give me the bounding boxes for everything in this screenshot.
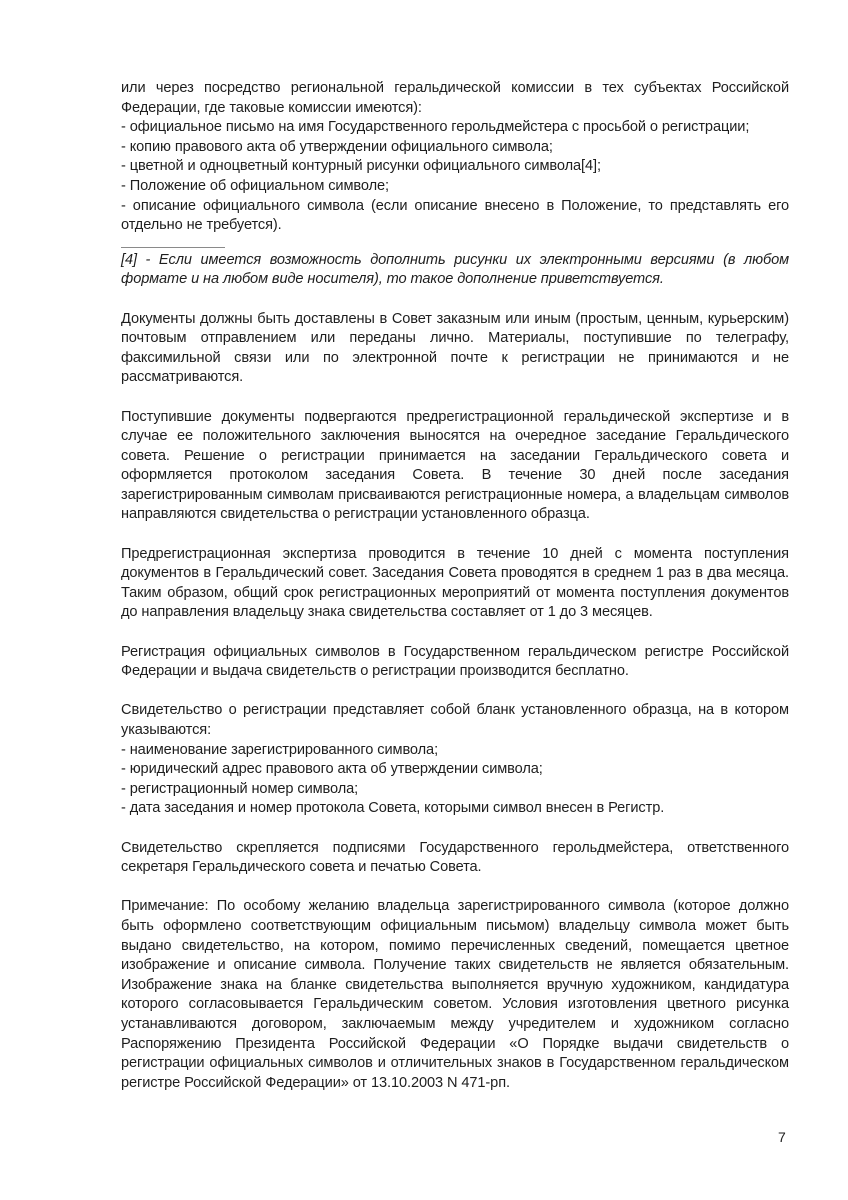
paragraph-delivery: Документы должны быть доставлены в Совет заказным или иным (простым, ценным, курьерским) почтовым отправлением или переданы лично. Материалы, поступившие по телеграфу, факсимильной связи или по электронной почте к регистрации не принимаются и не рассматриваются.: [121, 310, 789, 386]
list-item: - описание официального символа (если описание внесено в Положение, то представлять его отдельно не требуется).: [121, 197, 789, 234]
paragraph-timeline: Предрегистрационная экспертиза проводится в течение 10 дней с момента поступления документов в Геральдический совет. Заседания Совета проводятся в среднем 1 раз в два месяца. Таким образом, общий срок регистрационных мероприятий от момента поступления документов до направления владельцу знака свидетельства составляет от 1 до 3 месяцев.: [121, 545, 789, 621]
signatures-paragraph: Свидетельство скрепляется подписями Государственного герольдмейстера, ответственного секретаря Геральдического совета и печатью Совета.: [121, 839, 789, 876]
list-item: - официальное письмо на имя Государственного герольдмейстера с просьбой о регистрации;: [121, 119, 750, 136]
paragraph-free-registration: Регистрация официальных символов в Государственном геральдическом регистре Российской Федерации и выдача свидетельств о регистрации производится бесплатно.: [121, 643, 789, 680]
paragraph-expertise: Поступившие документы подвергаются предрегистрационной геральдической экспертизе и в случае ее положительного заключения выносятся на очередное заседание Геральдического совета. Решение о регистрации принимается на заседании Геральдического совета и оформляется протоколом заседания Совета. В течение 30 дней после заседания зарегистрированным символам присваиваются регистрационные номера, а владельцам символов направляются свидетельства о регистрации установленного образца.: [121, 408, 789, 523]
page-number: 7: [778, 1129, 786, 1145]
note-paragraph: Примечание: По особому желанию владельца зарегистрированного символа (которое должно быть оформлено соответствующим официальным письмом) владельцу символа может быть выдано свидетельство, на котором, помимо перечисленных сведений, помещается цветное изображение и описание символа. Получение таких свидетельств не является обязательным. Изображение знака на бланке свидетельства выполняется вручную художником, кандидатура которого согласовывается Геральдическим советом. Условия изготовления цветного рисунка устанавливаются договором, заключаемым между учредителем и художником согласно Распоряжению Президента Российской Федерации «О Порядке выдачи свидетельств о регистрации официальных символов и отличительных знаков в Государственном геральдическом регистре Российской Федерации» от 13.10.2003 N 471-рп.: [121, 898, 789, 1091]
footnote-separator: [121, 247, 225, 248]
list-item: - юридический адрес правового акта об утверждении символа;: [121, 761, 543, 778]
list-item: - дата заседания и номер протокола Совета, которыми символ внесен в Регистр.: [121, 800, 665, 817]
list-item: - наименование зарегистрированного символа;: [121, 741, 439, 758]
document-page: [121, 79, 789, 1093]
intro-paragraph: или через посредство региональной геральдической комиссии в тех субъектах Российской Федерации, где таковые комиссии имеются):: [121, 80, 789, 116]
list-item: - Положение об официальном символе;: [121, 177, 389, 194]
list-item: - регистрационный номер символа;: [121, 780, 359, 797]
footnote: [4] - Если имеется возможность дополнить рисунки их электронными версиями (в любом формате и на любом виде носителя), то такое дополнение приветствуется.: [121, 251, 789, 288]
list-item: - копию правового акта об утверждении официального символа;: [121, 138, 553, 155]
list-item: - цветной и одноцветный контурный рисунки официального символа[4];: [121, 158, 601, 175]
certificate-paragraph: Свидетельство о регистрации представляет собой бланк установленного образца, на в котором указываются:: [121, 702, 789, 738]
